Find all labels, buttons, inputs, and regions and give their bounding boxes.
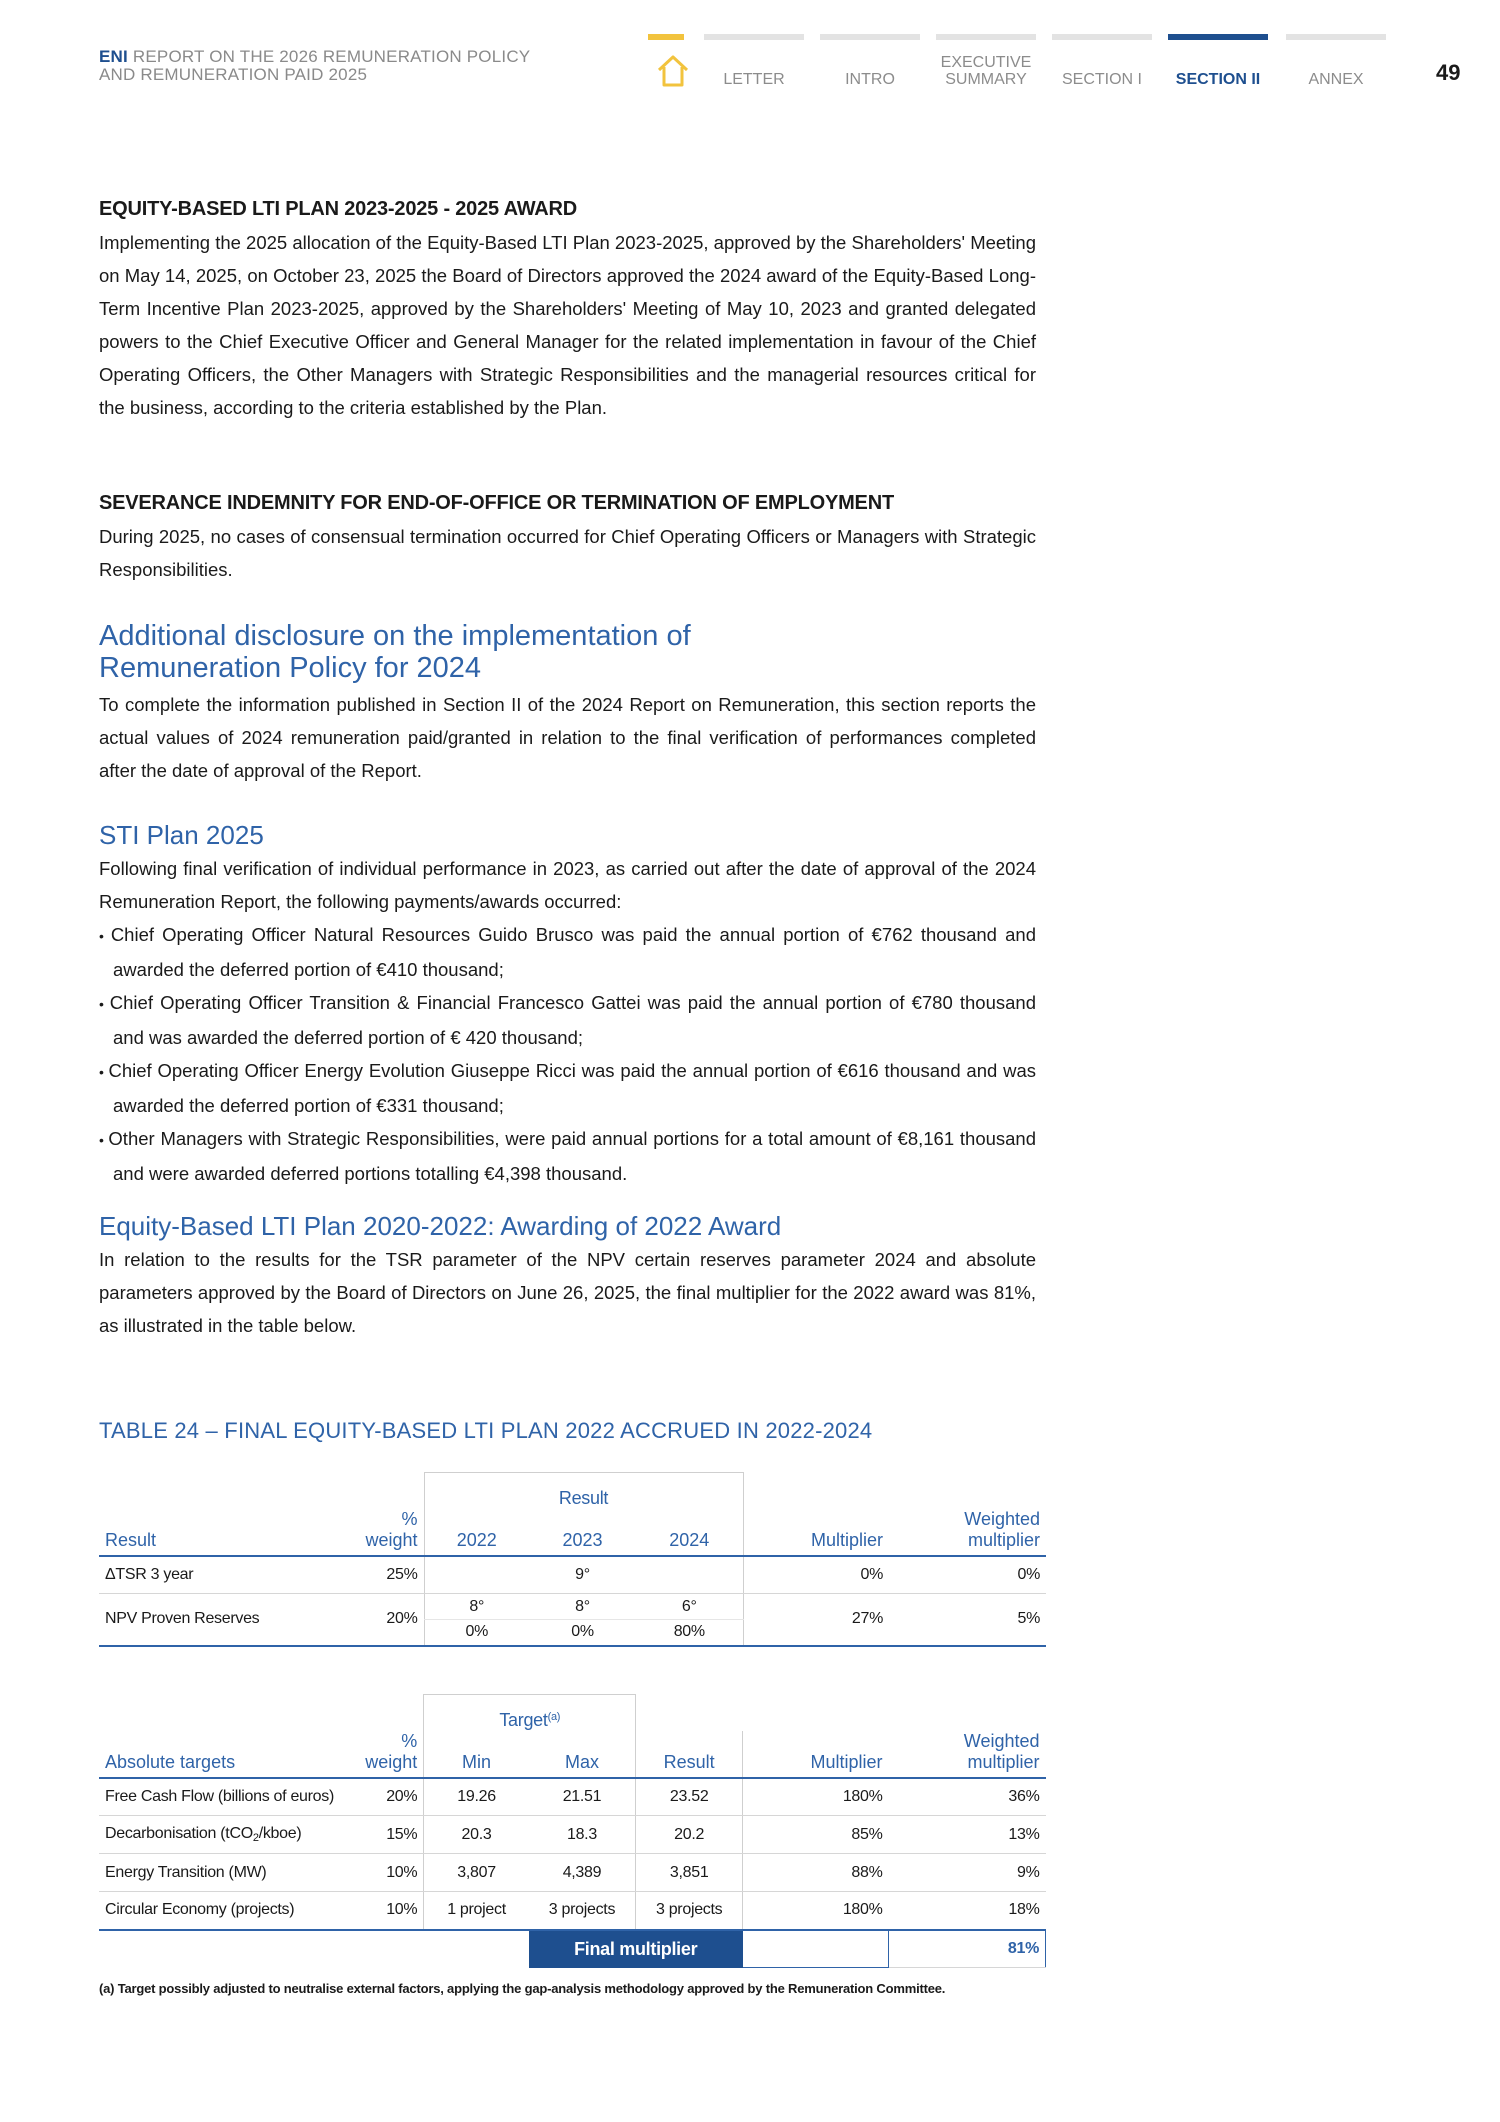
row-label: NPV Proven Reserves: [99, 1594, 344, 1646]
col-header-2024: 2024: [636, 1509, 743, 1556]
nav-annex-label: ANNEX: [1308, 71, 1364, 88]
row-weight: 10%: [344, 1854, 424, 1892]
row-weight: 10%: [344, 1892, 424, 1930]
row-multiplier: 27%: [743, 1594, 889, 1646]
empty-cell: [889, 1695, 1046, 1731]
page-number: 49: [1436, 60, 1461, 85]
col-header-wm-line2: multiplier: [967, 1751, 1040, 1772]
col-header-wm-line2: multiplier: [967, 1529, 1040, 1550]
row-weighted-multiplier: 0%: [889, 1556, 1046, 1594]
col-header-weight-line1: %: [401, 1508, 418, 1529]
nav-letter-bar: [704, 34, 804, 40]
row-weight: 25%: [344, 1556, 424, 1594]
additional-disclosure-section: [99, 620, 1036, 787]
row-weighted-multiplier: 13%: [889, 1816, 1046, 1854]
row-label-sub: 2: [252, 1832, 259, 1844]
lti-2022-text: In relation to the results for the TSR parameter of the NPV certain reserves parameter 2024 and absolute parameters approved by the Board of Directors on June 26, 2025, the final multiplier for the 2022 award was 81%, as illustrated in the table below.: [99, 1249, 1036, 1336]
absolute-header-row: [99, 1731, 1046, 1778]
lti-award-heading: EQUITY-BASED LTI PLAN 2023-2025 - 2025 AWARD: [99, 198, 578, 220]
nav-executive-summary-line2: SUMMARY: [945, 71, 1027, 88]
col-header-weight: [344, 1731, 424, 1778]
empty-cell: [344, 1695, 424, 1731]
table-row: [99, 1816, 1046, 1854]
row-label: [99, 1816, 344, 1854]
severance-section: [99, 492, 1036, 586]
target-footnote-marker: (a): [547, 1710, 561, 1723]
empty-cell: [344, 1930, 424, 1968]
additional-disclosure-heading-line1: Additional disclosure on the implementation of: [99, 620, 691, 652]
row-label-pre: Decarbonisation (tCO: [105, 1825, 253, 1842]
nav-executive-summary-label: [936, 54, 1036, 88]
lti-award-section: [99, 198, 1036, 424]
list-item: • Chief Operating Officer Natural Resources Guido Brusco was paid the annual portion of €762 thousand and awarded the deferred portion of €410 thousand;: [99, 918, 1036, 986]
empty-cell: [636, 1695, 743, 1731]
sti-bullet-list: [99, 918, 1036, 1190]
row-result: 20.2: [636, 1816, 743, 1854]
additional-disclosure-heading-line2: Remuneration Policy for 2024: [99, 652, 482, 684]
col-header-result: Result: [636, 1731, 743, 1778]
row-2024: [636, 1556, 743, 1594]
empty-cell: [424, 1930, 529, 1968]
col-header-weighted-multiplier: [889, 1731, 1046, 1778]
empty-cell: [743, 1930, 889, 1968]
col-header-2022: 2022: [424, 1509, 529, 1556]
nav-section-2-label: SECTION II: [1175, 71, 1261, 88]
row-2022: [424, 1556, 529, 1594]
list-item: • Other Managers with Strategic Responsibilities, were paid annual portions for a total amount of €8,161 thousand and were awarded deferred portions totalling €4,398 thousand.: [99, 1122, 1036, 1190]
table-24-title: TABLE 24 – FINAL EQUITY-BASED LTI PLAN 2022 ACCRUED IN 2022-2024: [99, 1418, 873, 1443]
list-item: • Chief Operating Officer Transition & Financial Francesco Gattei was paid the annual portion of €780 thousand and was awarded the deferred portion of € 420 thousand;: [99, 986, 1036, 1054]
table-row: [99, 1892, 1046, 1930]
nav-section-1[interactable]: [1052, 34, 1152, 94]
table-footnote: (a) Target possibly adjusted to neutralise external factors, applying the gap-analysis methodology approved by the Remuneration Committee.: [99, 1981, 946, 1996]
table-24-title-wrap: [99, 1418, 1036, 1444]
lti-2022-heading: Equity-Based LTI Plan 2020-2022: Awarding of 2022 Award: [99, 1211, 782, 1241]
nav-section-2[interactable]: [1168, 34, 1268, 94]
nav-intro[interactable]: [820, 34, 920, 94]
row-2022-rank: 8°: [424, 1594, 529, 1620]
report-title: [99, 48, 530, 84]
sti-section: [99, 820, 1036, 1190]
row-2024-pct: 80%: [636, 1620, 743, 1646]
final-multiplier-row: [99, 1930, 1046, 1968]
col-header-2023: 2023: [529, 1509, 636, 1556]
lti-2022-section: [99, 1211, 1036, 1342]
row-2023: 9°: [529, 1556, 636, 1594]
additional-disclosure-heading: [99, 620, 1036, 684]
empty-cell: [743, 1695, 889, 1731]
col-header-multiplier: Multiplier: [743, 1731, 889, 1778]
section-nav: [648, 34, 1408, 94]
row-label: Circular Economy (projects): [99, 1892, 344, 1930]
empty-cell: [344, 1473, 424, 1509]
severance-text: During 2025, no cases of consensual termination occurred for Chief Operating Officers or Managers with Strategic Responsibilities.: [99, 526, 1036, 580]
row-2024-rank: 6°: [636, 1594, 743, 1620]
nav-annex-bar: [1286, 34, 1386, 40]
lti-award-text: Implementing the 2025 allocation of the Equity-Based LTI Plan 2023-2025, approved by the Shareholders' Meeting on May 14, 2025, on October 23, 2025 the Board of Directors approved the 2024 award of the Equity-Based Long-Term Incentive Plan 2023-2025, approved by the Shareholders' Meeting of May 10, 2023 and granted delegated powers to the Chief Executive Officer and General Manager for the related implementation in favour of the Chief Operating Officers, the Other Managers with Strategic Responsibilities and the managerial resources critical for the business, according to the criteria established by the Plan.: [99, 232, 1037, 418]
row-min: 20.3: [424, 1816, 529, 1854]
absolute-targets-table: [99, 1694, 1046, 1968]
row-multiplier: 180%: [743, 1892, 889, 1930]
final-multiplier-value: 81%: [889, 1930, 1046, 1968]
col-header-weighted-multiplier: [889, 1509, 1046, 1556]
nav-executive-summary-bar: [936, 34, 1036, 40]
row-weight: 20%: [344, 1778, 424, 1816]
home-icon: [656, 54, 690, 88]
col-header-weight: [344, 1509, 424, 1556]
empty-cell: [889, 1473, 1046, 1509]
empty-cell: [99, 1695, 344, 1731]
sti-text: Following final verification of individual performance in 2023, as carried out after the date of approval of the 2024 Remuneration Report, the following payments/awards occurred:: [99, 858, 1036, 912]
col-header-result: Result: [99, 1509, 344, 1556]
brand-name: ENI: [99, 47, 128, 66]
row-result: 23.52: [636, 1778, 743, 1816]
row-min: 19.26: [424, 1778, 529, 1816]
nav-executive-summary[interactable]: [936, 34, 1036, 94]
row-multiplier: 180%: [743, 1778, 889, 1816]
nav-section-1-label: SECTION I: [1061, 71, 1142, 88]
col-header-multiplier: Multiplier: [743, 1509, 889, 1556]
nav-intro-label: INTRO: [845, 71, 895, 88]
final-multiplier-label: Final multiplier: [529, 1930, 743, 1968]
row-2023-pct: 0%: [529, 1620, 636, 1646]
row-weighted-multiplier: 9%: [889, 1854, 1046, 1892]
col-header-weight-line2: weight: [365, 1751, 418, 1772]
result-group-header: Result: [424, 1473, 743, 1509]
row-label-post: /kboe): [258, 1825, 302, 1842]
nav-annex[interactable]: [1286, 34, 1386, 94]
report-title-line1: REPORT ON THE 2026 REMUNERATION POLICY: [132, 47, 531, 66]
row-result: 3 projects: [636, 1892, 743, 1930]
report-title-line2: AND REMUNERATION PAID 2025: [99, 65, 368, 84]
row-max: 21.51: [529, 1778, 636, 1816]
table-row: [99, 1594, 1046, 1620]
row-weighted-multiplier: 5%: [889, 1594, 1046, 1646]
row-weight: 15%: [344, 1816, 424, 1854]
empty-cell: [99, 1930, 344, 1968]
nav-intro-bar: [820, 34, 920, 40]
row-multiplier: 0%: [743, 1556, 889, 1594]
row-weight: 20%: [344, 1594, 424, 1646]
row-2023-rank: 8°: [529, 1594, 636, 1620]
row-min: 1 project: [424, 1892, 529, 1930]
severance-heading: SEVERANCE INDEMNITY FOR END-OF-OFFICE OR TERMINATION OF EMPLOYMENT: [99, 492, 894, 514]
nav-section-1-bar: [1052, 34, 1152, 40]
additional-disclosure-text: To complete the information published in Section II of the 2024 Report on Remuneration, this section reports the actual values of 2024 remuneration paid/granted in relation to the final verification of performances completed after the date of approval of the Report.: [99, 694, 1036, 781]
col-header-min: Min: [424, 1731, 529, 1778]
table-row: [99, 1778, 1046, 1816]
nav-home[interactable]: [648, 34, 684, 94]
nav-executive-summary-line1: EXECUTIVE: [940, 54, 1032, 71]
row-min: 3,807: [424, 1854, 529, 1892]
row-label: Energy Transition (MW): [99, 1854, 344, 1892]
row-max: 4,389: [529, 1854, 636, 1892]
target-group-header: [424, 1695, 636, 1731]
row-2022-pct: 0%: [424, 1620, 529, 1646]
row-max: 18.3: [529, 1816, 636, 1854]
relative-header-row: [99, 1509, 1046, 1556]
nav-section-2-bar: [1168, 34, 1268, 40]
row-weighted-multiplier: 18%: [889, 1892, 1046, 1930]
row-weighted-multiplier: 36%: [889, 1778, 1046, 1816]
table-row: [99, 1854, 1046, 1892]
relative-results-table: [99, 1472, 1046, 1647]
absolute-group-header-row: [99, 1695, 1046, 1731]
nav-letter[interactable]: [704, 34, 804, 94]
nav-home-bar: [648, 34, 684, 40]
target-group-label: Target: [499, 1709, 548, 1730]
sti-heading: STI Plan 2025: [99, 820, 264, 850]
row-multiplier: 88%: [743, 1854, 889, 1892]
col-header-absolute-targets: Absolute targets: [99, 1731, 344, 1778]
relative-group-header-row: [99, 1473, 1046, 1509]
col-header-wm-line1: Weighted: [963, 1730, 1040, 1751]
row-result: 3,851: [636, 1854, 743, 1892]
row-max: 3 projects: [529, 1892, 636, 1930]
col-header-weight-line2: weight: [365, 1529, 418, 1550]
empty-cell: [743, 1473, 889, 1509]
empty-cell: [99, 1473, 344, 1509]
nav-letter-label: LETTER: [723, 71, 785, 88]
list-item: • Chief Operating Officer Energy Evolution Giuseppe Ricci was paid the annual portion of €616 thousand and was awarded the deferred portion of €331 thousand;: [99, 1054, 1036, 1122]
col-header-weight-line1: %: [401, 1730, 418, 1751]
row-multiplier: 85%: [743, 1816, 889, 1854]
row-label: Free Cash Flow (billions of euros): [99, 1778, 344, 1816]
col-header-wm-line1: Weighted: [964, 1508, 1040, 1529]
col-header-max: Max: [529, 1731, 636, 1778]
table-row: [99, 1556, 1046, 1594]
row-label: ΔTSR 3 year: [99, 1556, 344, 1594]
